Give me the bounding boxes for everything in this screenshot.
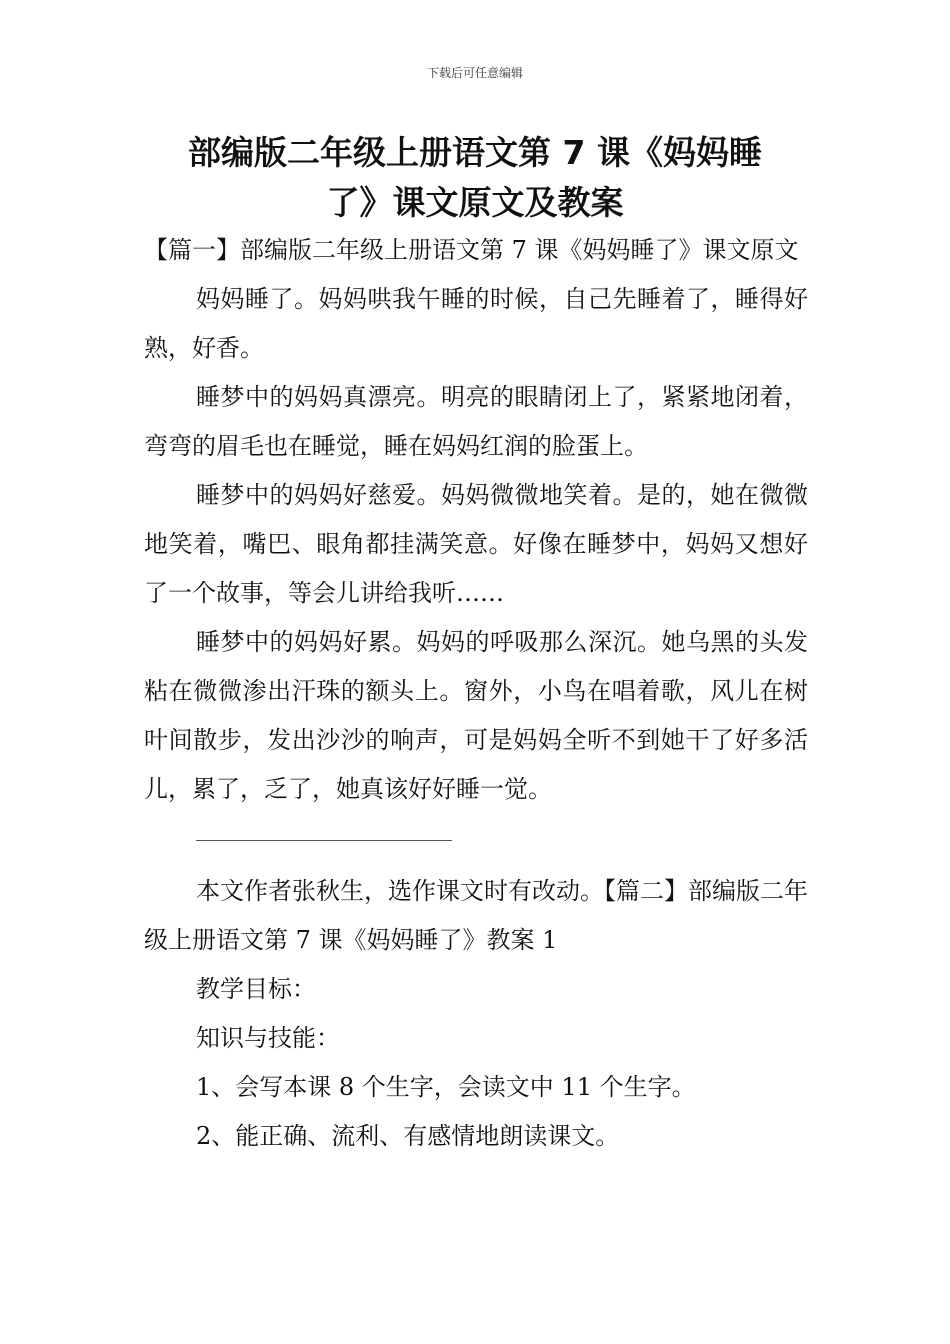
header-note: 下载后可任意编辑 [426, 66, 523, 80]
goal-item: 1、会写本课 8 个生字，会读文中 11 个生字。 [196, 1073, 696, 1101]
footnote-paragraph: 本文作者张秋生，选作课文时有改动。【篇二】部编版二年级上册语文第 7 课《妈妈睡了》教案 1 [144, 877, 808, 954]
paragraph: 睡梦中的妈妈好慈爱。妈妈微微地笑着。是的，她在微微地笑着，嘴巴、眼角都挂满笑意。好像在睡梦中，妈妈又想好了一个故事，等会儿讲给我听…… [144, 481, 808, 607]
footnote-divider [196, 840, 452, 841]
paragraph: 睡梦中的妈妈真漂亮。明亮的眼睛闭上了，紧紧地闭着，弯弯的眉毛也在睡觉，睡在妈妈红润的脸蛋上。 [144, 383, 808, 460]
document-body [144, 226, 808, 1161]
document-title [130, 128, 820, 228]
goal-item: 2、能正确、流利、有感情地朗读课文。 [196, 1122, 620, 1150]
paragraph: 妈妈睡了。妈妈哄我午睡的时候，自己先睡着了，睡得好熟，好香。 [144, 285, 808, 362]
title-line-2: 了》课文原文及教案 [326, 183, 624, 222]
paragraph: 睡梦中的妈妈好累。妈妈的呼吸那么深沉。她乌黑的头发粘在微微渗出汗珠的额头上。窗外，小鸟在唱着歌，风儿在树叶间散步，发出沙沙的响声，可是妈妈全听不到她干了好多活儿，累了，乏了，她真该好好睡一觉。 [144, 628, 808, 803]
title-line-1: 部编版二年级上册语文第 7 课《妈妈睡 [188, 133, 762, 172]
knowledge-skills-heading: 知识与技能： [196, 1024, 340, 1052]
teaching-goals-heading: 教学目标： [196, 975, 316, 1003]
section-heading-1: 【篇一】部编版二年级上册语文第 7 课《妈妈睡了》课文原文 [144, 236, 799, 264]
